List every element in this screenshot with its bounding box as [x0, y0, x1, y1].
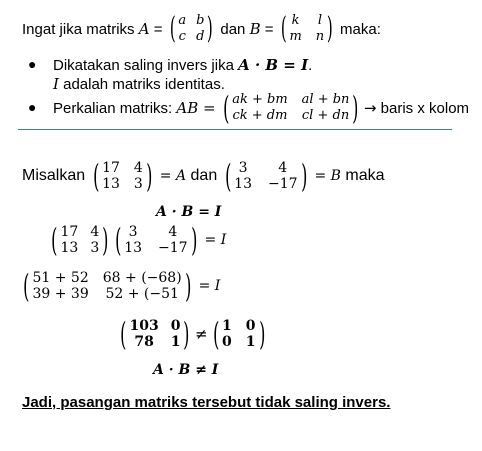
product-cell: al + bn: [301, 92, 350, 107]
matrix-b-cell: m: [289, 29, 302, 44]
product-cell: ak + bm: [232, 92, 288, 107]
divider-line: [18, 129, 452, 130]
bullet-dot: ●: [28, 99, 37, 115]
matrix-a: ( a b c d ): [169, 11, 214, 46]
matrix-given-b: ( 3 4 13 −17 ): [224, 157, 307, 195]
step-4-result-cell: 0: [170, 318, 181, 334]
step-4-identity-matrix: ( 1 0 0 1 ): [212, 315, 265, 353]
product-cell: ck + dm: [232, 108, 288, 123]
step-3-line: [20, 266, 220, 306]
identity-symbol: I: [53, 75, 59, 93]
identity-cell: 1: [222, 318, 232, 334]
step-2-matrix-b-cell: 3: [128, 224, 138, 240]
equals-b: = B: [314, 168, 341, 184]
matrix-b: ( k l m n ): [280, 11, 333, 46]
equals-a: = A: [159, 168, 187, 184]
matrix-given-b-cell: −17: [267, 176, 298, 192]
not-equal-sign: ≠: [194, 325, 208, 343]
step-2-matrix-b-cell: −17: [158, 240, 188, 256]
identity-cell: 0: [222, 334, 232, 350]
step-3-equals: = I: [198, 278, 221, 294]
misalkan-line: [22, 156, 385, 196]
header-dan: dan: [220, 20, 246, 38]
step-4-line: [117, 314, 268, 354]
bullet-1-line-1: [53, 56, 312, 74]
matrix-b-cell: k: [291, 13, 300, 28]
header-maka: maka:: [340, 20, 381, 38]
bullet-2-line: [53, 88, 469, 128]
conclusion-text: Jadi, pasangan matriks tersebut tidak saling invers.: [22, 394, 391, 411]
dan-text: dan: [190, 167, 218, 184]
bullet-dot: ●: [28, 56, 37, 72]
matrix-b-cell: n: [315, 29, 325, 44]
symbol-b: B: [249, 20, 261, 38]
step-2-matrix-a-cell: 4: [90, 224, 100, 240]
misalkan-text: Misalkan: [22, 167, 86, 184]
step-2-matrix-a-cell: 13: [60, 240, 79, 256]
matrix-a-cell: c: [178, 29, 186, 44]
matrix-given-a: ( 17 4 13 3 ): [92, 157, 153, 195]
matrix-given-a-cell: 17: [102, 160, 120, 176]
step-2-matrix-b-cell: 13: [124, 240, 143, 256]
step-4-result-cell: 103: [129, 318, 159, 334]
matrix-a-cell: a: [178, 13, 187, 28]
step-2-matrix-a: ( 17 4 13 3 ): [51, 221, 109, 259]
identity-text: adalah matriks identitas.: [63, 76, 225, 93]
identity-cell: 1: [245, 334, 256, 350]
header-prefix: Ingat jika matriks: [22, 20, 135, 38]
step-2-matrix-a-cell: 17: [60, 224, 79, 240]
step-2-line: [48, 220, 226, 260]
bullet-1-dot: .: [308, 57, 313, 74]
bullet-2-after: baris x kolom: [380, 99, 470, 117]
matrix-given-a-cell: 4: [133, 160, 143, 176]
step-3-matrix: ( 51 + 52 68 + (−68) 39 + 39 52 + (−51 ): [23, 267, 192, 305]
matrix-given-b-cell: 3: [238, 160, 248, 176]
step-2-matrix-a-cell: 3: [90, 240, 100, 256]
step-2-equals: = I: [204, 232, 227, 248]
step-3-matrix-cell: 52 + (−51: [105, 286, 179, 302]
symbol-a: A: [138, 20, 150, 38]
step-3-matrix-cell: 68 + (−68): [102, 270, 182, 286]
maka-text: maka: [345, 167, 385, 184]
arrow-right-icon: →: [363, 99, 377, 117]
step-4-result-cell: 1: [170, 334, 181, 350]
step-4-matrix-result: ( 103 0 78 1 ): [120, 315, 190, 353]
matrix-given-b-cell: 4: [278, 160, 288, 176]
step-2-matrix-b-cell: 4: [168, 224, 178, 240]
matrix-b-cell: l: [317, 13, 323, 28]
step-3-matrix-cell: 51 + 52: [32, 270, 89, 286]
step-2-matrix-b: ( 3 4 13 −17 ): [114, 221, 197, 259]
product-cell: cl + dn: [301, 108, 350, 123]
step-4-result-cell: 78: [134, 334, 154, 350]
bullet-2-lhs: AB =: [176, 99, 216, 117]
matrix-given-b-cell: 13: [234, 176, 252, 192]
product-matrix: ( ak + bm al + bn ck + dm cl + dn ): [222, 89, 359, 127]
header-line: [22, 12, 381, 46]
bullet-2-text: Perkalian matriks:: [53, 99, 173, 117]
step-3-matrix-cell: 39 + 39: [32, 286, 89, 302]
bullet-1-text: Dikatakan saling invers jika: [53, 57, 234, 74]
matrix-a-cell: d: [196, 29, 205, 44]
identity-cell: 0: [245, 318, 256, 334]
equals: =: [264, 20, 274, 38]
step-5-equation: A · B ≠ I: [153, 362, 219, 378]
bullet-1-equation: A · B = I: [238, 56, 309, 74]
matrix-given-a-cell: 3: [133, 176, 143, 192]
matrix-given-a-cell: 13: [102, 176, 120, 192]
matrix-a-cell: b: [196, 13, 205, 28]
step-1-equation: A · B = I: [156, 204, 222, 220]
equals: =: [153, 20, 163, 38]
